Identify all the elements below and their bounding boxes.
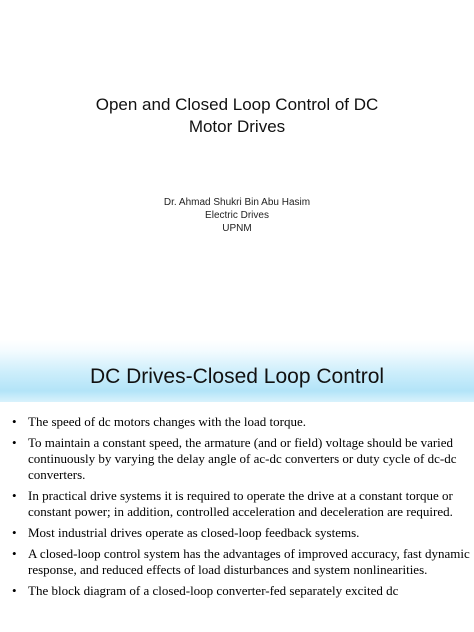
bullet-text: In practical drive systems it is required to operate the drive at a constant torque or constant power; in addition, controlled acceleration and deceleration are required.: [28, 488, 453, 519]
bullet-marker: •: [12, 525, 17, 540]
author-name: Dr. Ahmad Shukri Bin Abu Hasim: [163, 197, 311, 208]
slide-closed-loop-control: [0, 340, 474, 632]
institution-name: UPNM: [222, 223, 252, 234]
bullet-list: [10, 414, 470, 604]
slide-title-heading: DC Drives-Closed Loop Control: [89, 365, 385, 388]
list-item: [10, 583, 470, 599]
title-line-1: Open and Closed Loop Control of DC: [95, 95, 379, 114]
list-item: [10, 414, 470, 430]
bullet-marker: •: [12, 488, 17, 503]
presentation-title: [0, 94, 474, 138]
bullet-marker: •: [12, 546, 17, 561]
bullet-marker: •: [12, 583, 17, 598]
bullet-text: To maintain a constant speed, the armature (and or field) voltage should be varied continuously by varying the delay angle of ac-dc converters or duty cycle of dc-dc converters.: [28, 435, 457, 482]
bullet-marker: •: [12, 414, 17, 429]
list-item: [10, 546, 470, 578]
bullet-text: Most industrial drives operate as closed-loop feedback systems.: [28, 525, 360, 540]
presenter-info: [0, 196, 474, 235]
bullet-marker: •: [12, 435, 17, 450]
title-line-2: Motor Drives: [188, 117, 286, 136]
bullet-text: The block diagram of a closed-loop converter-fed separately excited dc: [28, 583, 399, 598]
bullet-text: The speed of dc motors changes with the load torque.: [28, 414, 306, 429]
bullet-text: A closed-loop control system has the advantages of improved accuracy, fast dynamic response, and reduced effects of load disturbances and system nonlinearities.: [28, 546, 470, 577]
list-item: [10, 525, 470, 541]
course-name: Electric Drives: [205, 210, 269, 221]
list-item: [10, 435, 470, 483]
list-item: [10, 488, 470, 520]
